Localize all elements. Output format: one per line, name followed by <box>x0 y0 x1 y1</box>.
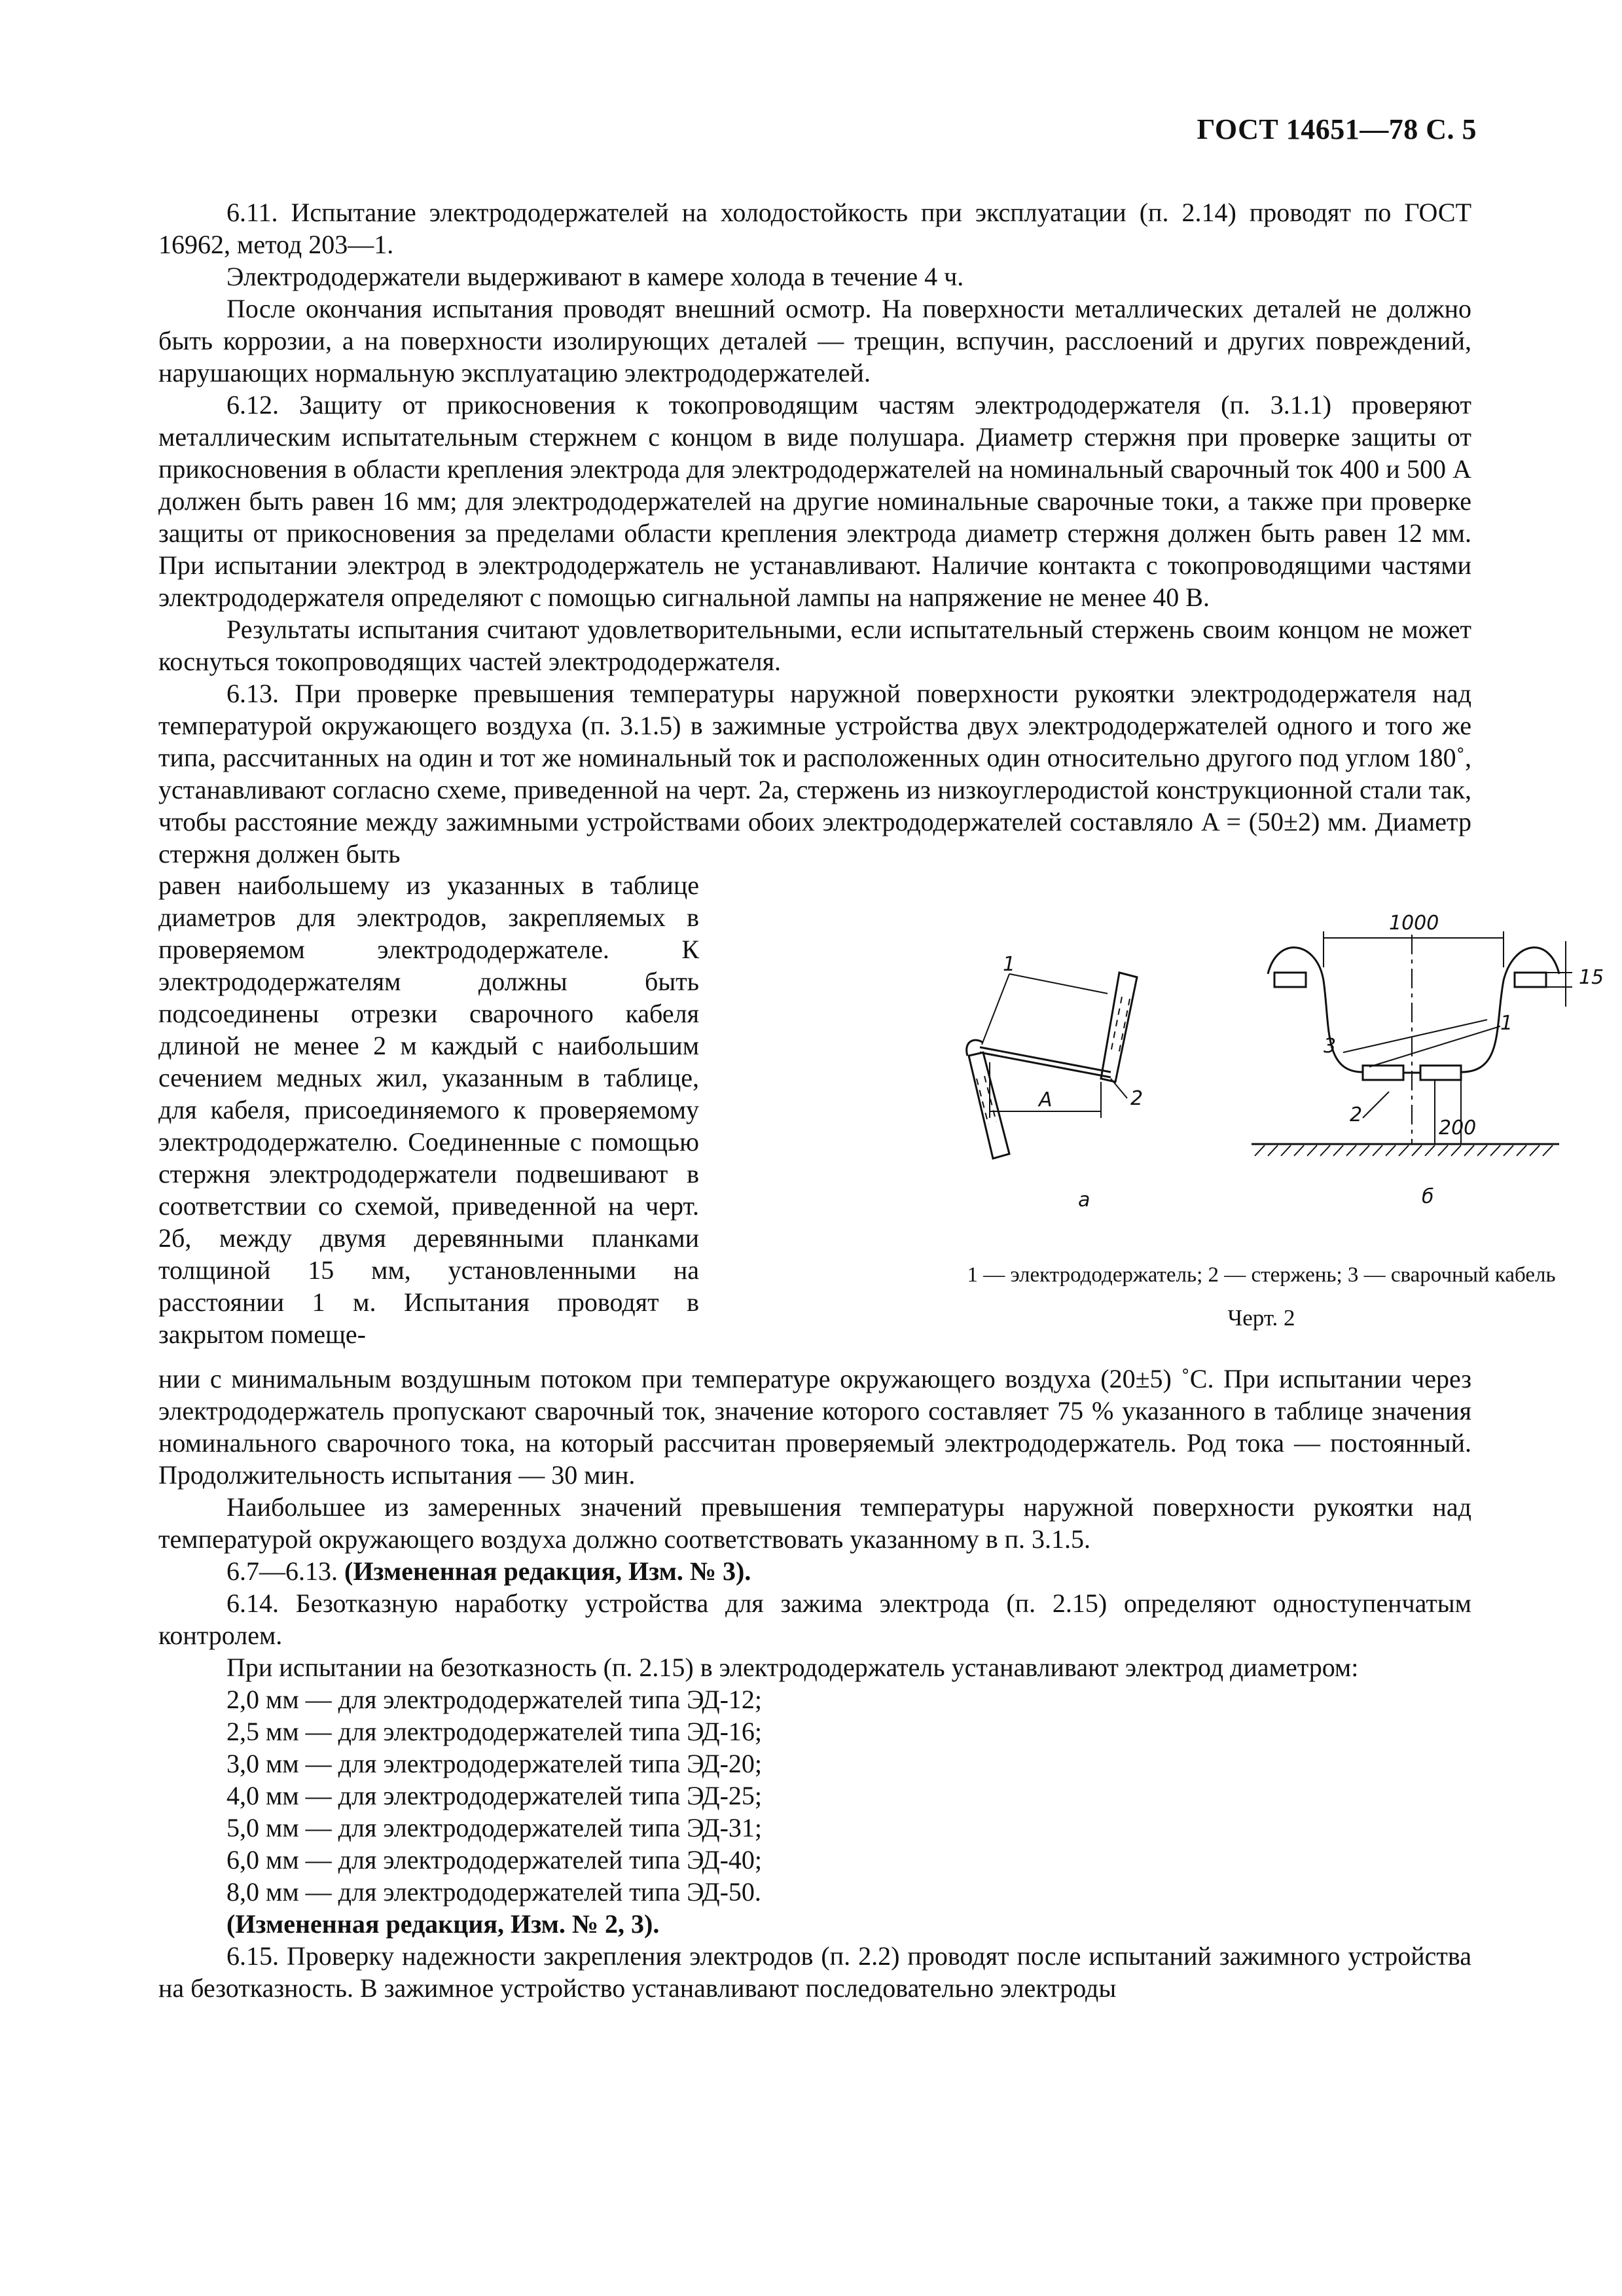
callout-1-b: 1 <box>1500 1012 1513 1035</box>
list-item: 4,0 мм — для электрододержателей типа ЭД-25; <box>226 1781 763 1810</box>
left-plank <box>1274 973 1306 987</box>
callout-3-b: 3 <box>1324 1035 1337 1058</box>
cable-right <box>1461 948 1559 1072</box>
edit-note-prefix: 6.7—6.13. <box>226 1556 344 1586</box>
dimension-15: 15 <box>1579 966 1604 989</box>
paragraph: 6.11. Испытание электрододержателей на холодостойкость при эксплуатации (п. 2.14) проводят по ГОСТ 16962, метод 203—1. <box>158 198 1471 259</box>
paragraph: 6.13. При проверке превышения температуры наружной поверхности рукоятки электрододержателя над температурой окружающего воздуха (п. 3.1.5) в зажимные устройства двух электрододержателей одного и того же типа, рассчитанных на один и тот же номинальный ток и расположенных один относительно другого под углом 180˚, устанавливают согласно схеме, приведенной на черт. 2а, стержень из низкоуглеродистой конструкционной стали так, чтобы расстояние между зажимными устройствами обоих электрододержателей составляло A = (50±2) мм. Диаметр стержня должен быть <box>158 679 1471 869</box>
list-item: 3,0 мм — для электрододержателей типа ЭД-20; <box>226 1749 763 1778</box>
dimension-200: 200 <box>1439 1117 1477 1139</box>
electrode-list <box>158 1683 1471 1908</box>
right-plank <box>1515 973 1546 987</box>
callout-2-b: 2 <box>1350 1103 1363 1126</box>
holder-b-left <box>1363 1066 1403 1080</box>
paragraph: Результаты испытания считают удовлетворительными, если испытательный стержень своим концом не может коснуться токопроводящих частей электрододержателя. <box>158 615 1471 676</box>
figure-diagram <box>911 895 1612 1262</box>
paragraph: 6.12. Защиту от прикосновения к токопроводящим частям электрододержателя (п. 3.1.1) проверяют металлическим испытательным стержнем с концом в виде полушара. Диаметр стержня при проверке защиты от прикосновения в области крепления электрода для электрододержателей на номинальный сварочный ток 400 и 500 А должен быть равен 16 мм; для электрододержателей на другие номинальные сварочные токи, а также при проверке защиты от прикосновения за пределами области крепления электрода диаметр стержня должен быть равен 12 мм. При испытании электрод в электрододержатель не устанавливают. Наличие контакта с токопроводящими частями электрододержателя определяют с помощью сигнальной лампы на напряжение не менее 40 В. <box>158 390 1471 612</box>
list-item: 8,0 мм — для электрододержателей типа ЭД-50. <box>226 1877 761 1907</box>
page-header: ГОСТ 14651—78 С. 5 <box>1197 113 1477 145</box>
figure-caption: 1 — электрододержатель; 2 — стержень; 3 — сварочный кабель <box>967 1263 1556 1287</box>
paragraph: После окончания испытания проводят внешний осмотр. На поверхности металлических деталей не должно быть коррозии, а на поверхности изолирующих деталей — трещин, вспучин, расслоений и других повреждений, нарушающих нормальную эксплуатацию электрододержателей. <box>158 294 1471 387</box>
paragraph: 6.15. Проверку надежности закрепления электродов (п. 2.2) проводят после испытаний зажимного устройства на безотказность. В зажимное устройство устанавливают последовательно электроды <box>158 1941 1471 2003</box>
dimension-a-label: A <box>1039 1088 1053 1111</box>
paragraph: Наибольшее из замеренных значений превышения температуры наружной поверхности рукоятки над температурой окружающего воздуха должно соответствовать указанному в п. 3.1.5. <box>158 1492 1471 1554</box>
list-item: 5,0 мм — для электрододержателей типа ЭД-31; <box>226 1813 763 1842</box>
holder-b-right <box>1420 1066 1461 1080</box>
text-with-figure <box>158 869 1604 1380</box>
bottom-text-block <box>158 1363 1471 2004</box>
rod-line <box>980 1047 1111 1072</box>
top-text-block <box>158 196 1471 870</box>
figure-label-b: б <box>1422 1185 1434 1208</box>
list-item: 2,0 мм — для электрододержателей типа ЭД-12; <box>226 1685 763 1714</box>
paragraph: нии с минимальным воздушным потоком при температуре окружающего воздуха (20±5) ˚С. При испытании через электрододержатель пропускают сварочный ток, значение которого составляет 75 % указанного в таблице значения номинального сварочного тока, на который рассчитан проверяемый электрододержатель. Род тока — постоянный. Продолжительность испытания — 30 мин. <box>158 1364 1471 1490</box>
figure-label-a: а <box>1078 1189 1090 1211</box>
paragraph: Электрододержатели выдерживают в камере холода в течение 4 ч. <box>226 262 964 291</box>
ground-hatching <box>1255 1145 1553 1156</box>
paragraph: 6.14. Безотказную наработку устройства для зажима электрода (п. 2.15) определяют одноступенчатым контролем. <box>158 1588 1471 1650</box>
list-item: 2,5 мм — для электрододержателей типа ЭД-16; <box>226 1717 763 1746</box>
narrow-text: равен наибольшему из указанных в таблице диаметров для электродов, закрепляемых в проверяемом электрододержателе. К электрододержателям должны быть подсоединены отрезки сварочного кабеля длиной не менее 2 м каждый с наибольшим сечением медных жил, указанным в таблице, для кабеля, присоединяемого к проверяемому электрододержателю. Соединенные с помощью стержня электрододержатели подвешивают в соответствии со схемой, приведенной на черт. 2б, между двумя деревянными планками толщиной 15 мм, установленными на расстоянии 1 м. Испытания проводят в закрытом помеще- <box>158 870 699 1349</box>
callout-2-a: 2 <box>1130 1087 1144 1110</box>
paragraph: При испытании на безотказность (п. 2.15) в электрододержатель устанавливают электрод диаметром: <box>226 1653 1359 1682</box>
cable-left <box>1268 948 1363 1072</box>
edit-note-bold: (Измененная редакция, Изм. № 3). <box>344 1556 751 1586</box>
figure-2 <box>911 895 1612 1367</box>
right-holder-shape <box>1101 973 1137 1082</box>
list-item: 6,0 мм — для электрододержателей типа ЭД-40; <box>226 1845 763 1874</box>
figure-title: Черт. 2 <box>1227 1305 1295 1331</box>
callout-1-a: 1 <box>1003 953 1016 976</box>
dimension-1000: 1000 <box>1389 912 1439 935</box>
edit-note-2: (Измененная редакция, Изм. № 2, 3). <box>226 1909 660 1939</box>
edit-note <box>158 1555 1471 1587</box>
